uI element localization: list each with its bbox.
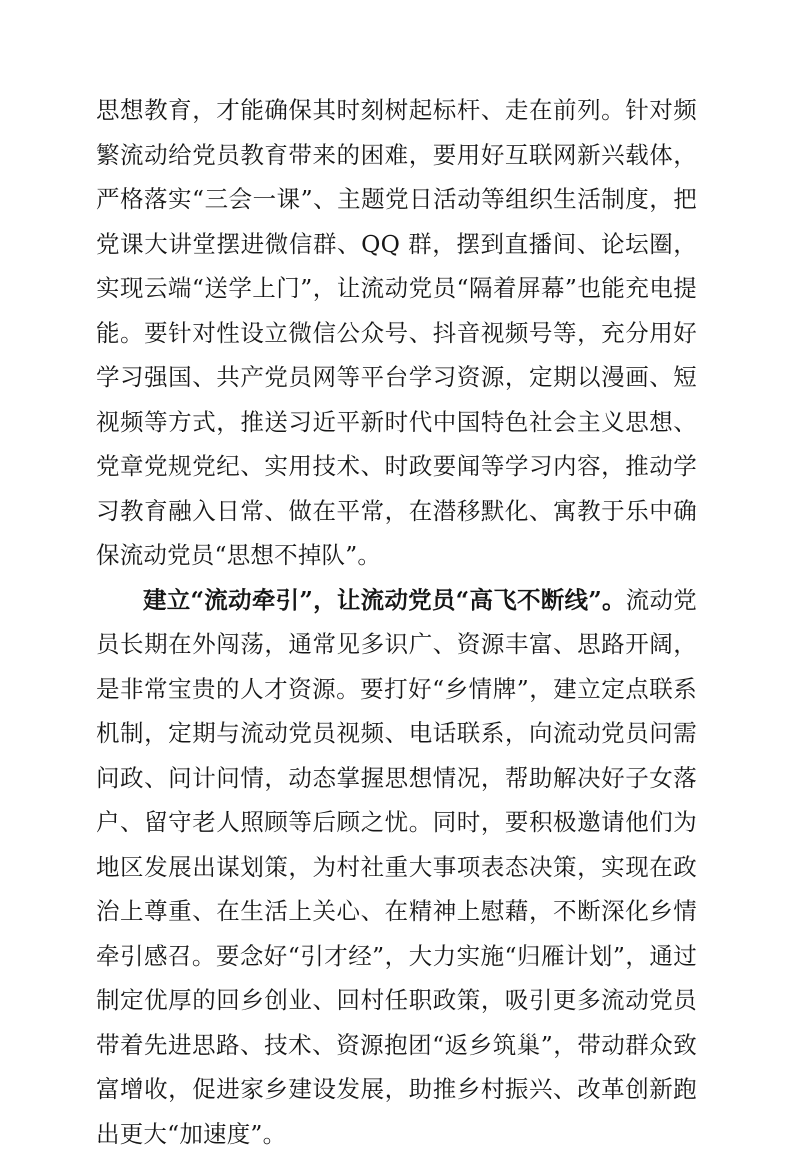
paragraph-2-text: 流动党员长期在外闯荡，通常见多识广、资源丰富、思路开阔，是非常宝贵的人才资源。要打好“乡情牌”，建立定点联系机制，定期与流动党员视频、电话联系，向流动党员问需问政、问计问情，动态掌握思想情况，帮助解决好子女落户、留守老人照顾等后顾之忧。同时，要积极邀请他们为地区发展出谋划策，为村社重大事项表态决策，实现在政治上尊重、在生活上关心、在精神上慰藉，不断深化乡情牵引感召。要念好“引才经”，大力实施“归雁计划”，通过制定优厚的回乡创业、回村任职政策，吸引更多流动党员带着先进思路、技术、资源抱团“返乡筑巢”，带动群众致富增收，促进家乡建设发展，助推乡村振兴、改革创新跑出更大“加速度”。: [96, 586, 697, 1148]
document-body: [96, 88, 697, 1156]
paragraph-2: [96, 578, 697, 1156]
paragraph-2-lead: 建立“流动牵引”，让流动党员“高飞不断线”。: [143, 586, 626, 614]
paragraph-1: 思想教育，才能确保其时刻树起标杆、走在前列。针对频繁流动给党员教育带来的困难，要用好互联网新兴载体，严格落实“三会一课”、主题党日活动等组织生活制度，把党课大讲堂摆进微信群、QQ 群，摆到直播间、论坛圈，实现云端“送学上门”，让流动党员“隔着屏幕”也能充电提能。要针对性设立微信公众号、抖音视频号等，充分用好学习强国、共产党员网等平台学习资源，定期以漫画、短视频等方式，推送习近平新时代中国特色社会主义思想、党章党规党纪、实用技术、时政要闻等学习内容，推动学习教育融入日常、做在平常，在潜移默化、寓教于乐中确保流动党员“思想不掉队”。: [96, 88, 697, 578]
